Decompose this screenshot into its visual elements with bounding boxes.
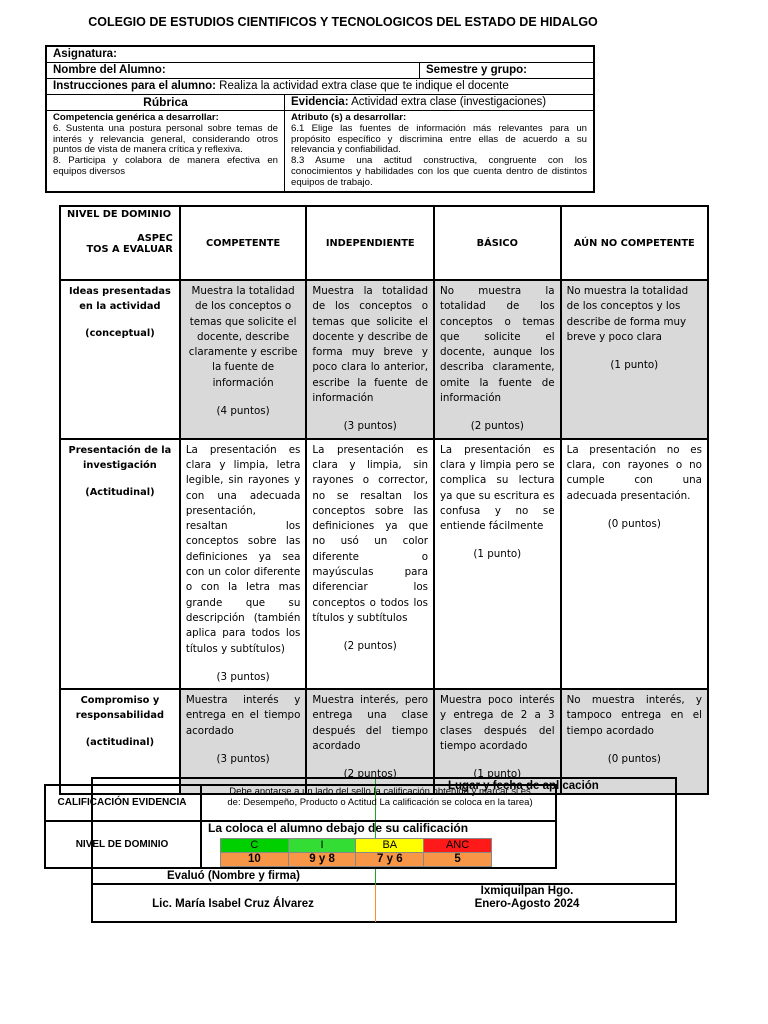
aspect-cell xyxy=(60,439,180,689)
grade-c: C xyxy=(221,839,289,853)
criterion-text: La presentación no es clara, con rayones o no cumple con una adecuada presentación. xyxy=(566,443,702,502)
evidencia xyxy=(284,95,593,110)
evidencia-label: Evidencia: xyxy=(291,96,349,108)
atributo-text-2: 8.3 Asume una actitud constructiva, congruente con los conocimientos y habilidades con los que cuenta dentro de distintos equipos de trabajo. xyxy=(291,155,587,188)
criterion-points: (3 puntos) xyxy=(343,420,397,433)
level-aun-no-competente: AÚN NO COMPETENTE xyxy=(561,206,708,280)
criterion-points: (2 puntos) xyxy=(470,420,524,433)
teacher-name: Lic. María Isabel Cruz Álvarez xyxy=(152,898,314,910)
criterion-text: Muestra interés, pero entrega una clase después del tiempo acordado xyxy=(312,694,429,753)
criterion-text: Muestra la totalidad de los conceptos o temas que solicite el docente, describe claramente y escribe la fuente de información xyxy=(188,285,298,389)
aspect-type: (actitudinal) xyxy=(85,737,155,749)
aspect-label: Compromiso y responsabilidad xyxy=(75,695,164,722)
rubrica-row xyxy=(47,95,593,111)
grade-anc: ANC xyxy=(424,839,492,853)
alumno-label: Nombre del Alumno: xyxy=(53,64,166,76)
corner-aspec: ASPEC xyxy=(137,233,173,244)
criterion-points: (2 puntos) xyxy=(343,640,397,653)
coloca-label: La coloca el alumno debajo de su calificación xyxy=(208,821,469,835)
score-ba: 7 y 6 xyxy=(356,853,424,867)
score-i: 9 y 8 xyxy=(288,853,356,867)
criterion-points: (3 puntos) xyxy=(216,753,270,766)
criterion-cell xyxy=(306,439,434,689)
grade-ba: BA xyxy=(356,839,424,853)
criterion-text: La presentación es clara y limpia, letra legible, sin rayones y con una adecuada presentación, resaltan los conceptos sobre las definiciones ya sea con un color diferente o con la letra mas grande que su descripción (también aplica para todos los títulos y subtítulos) xyxy=(185,443,301,655)
atributo-label: Atributo (s) a desarrollar: xyxy=(291,112,407,123)
grade-labels-row xyxy=(221,839,492,853)
rubrica-label: Rúbrica xyxy=(143,95,188,109)
criterion-points: (0 puntos) xyxy=(607,517,661,530)
criterion-cell xyxy=(180,280,307,439)
aspect-label: Presentación de la investigación xyxy=(68,444,172,471)
criterion-points: (1 punto) xyxy=(610,359,659,372)
criterion-cell xyxy=(434,439,561,689)
criterion-cell xyxy=(180,439,307,689)
nivel-dominio-label: NIVEL DE DOMINIO xyxy=(75,839,169,850)
calificacion-label: CALIFICACIÓN EVIDENCIA xyxy=(57,797,187,808)
criterion-points: (4 puntos) xyxy=(216,405,270,418)
aspect-cell xyxy=(60,280,180,439)
competencia-text-2: 8. Participa y colabora de manera efectiva en equipos diversos xyxy=(53,155,278,177)
evidencia-text: Actividad extra clase (investigaciones) xyxy=(348,96,547,108)
instrucciones-label: Instrucciones para el alumno: xyxy=(53,80,216,92)
semestre-label: Semestre y grupo: xyxy=(419,63,593,78)
aspect-type: (Actitudinal) xyxy=(85,486,155,498)
period: Enero-Agosto 2024 xyxy=(474,898,580,910)
aspect-type: (conceptual) xyxy=(85,328,155,339)
place-date xyxy=(452,885,602,911)
criterion-points: (0 puntos) xyxy=(607,753,661,766)
level-competente: COMPETENTE xyxy=(180,206,307,280)
criterion-points: (1 punto) xyxy=(473,768,522,781)
criterion-text: La presentación es clara y limpia, sin rayones o corrector, no se resaltan los conceptos sobre las definiciones ya que no usó un color diferente o mayúsculas para diferenciar los conceptos o todos los títulos y subtítulos xyxy=(312,443,429,624)
criterion-text: Muestra poco interés y entrega de 2 a 3 clases después del tiempo acordado xyxy=(440,694,555,753)
rubric-table xyxy=(59,205,709,795)
rubric-row-ideas xyxy=(60,280,708,439)
grade-scale xyxy=(220,838,492,867)
score-anc: 5 xyxy=(424,853,492,867)
competencia-row xyxy=(47,111,593,191)
criterion-text: No muestra la totalidad de los conceptos y los describe de forma muy breve y poco clara xyxy=(566,285,689,343)
criterion-cell xyxy=(434,280,561,439)
rubric-row-presentacion xyxy=(60,439,708,689)
criterion-text: Muestra la totalidad de los conceptos o temas que solicite el docente y describe de forma muy breve y poco clara lo anterior, escribe la fuente de información xyxy=(312,285,429,405)
instrucciones-text: Realiza la actividad extra clase que te indique el docente xyxy=(215,80,509,92)
calificacion-v-line xyxy=(200,784,202,869)
alumno-row xyxy=(47,63,593,79)
competencia-cell xyxy=(47,111,284,191)
note-line-1: Debe anotarse a un lado del sello la calificación obtenida y marcar si es xyxy=(229,786,531,797)
asignatura-row xyxy=(47,47,593,63)
criterion-text: La presentación es clara y limpia pero se complica su lectura ya que su escritura es confusa y no se entiende fácilmente xyxy=(440,443,555,533)
lugar-fecha-label: Lugar y fecha de aplicación xyxy=(448,780,599,792)
asignatura-label: Asignatura: xyxy=(53,48,117,60)
note-line-2: de: Desempeño, Producto o Actitud La calificación se coloca en la tarea) xyxy=(227,797,533,808)
level-independiente: INDEPENDIENTE xyxy=(306,206,434,280)
atributo-cell xyxy=(284,111,593,191)
rubric-header-row xyxy=(60,206,708,280)
criterion-text: No muestra la totalidad de los conceptos o temas que solicite el docente, aunque los describa claramente, omite la fuente de información xyxy=(440,285,555,405)
grade-scores-row xyxy=(221,853,492,867)
criterion-points: (1 punto) xyxy=(473,548,522,561)
document-title: COLEGIO DE ESTUDIOS CIENTIFICOS Y TECNOLOGICOS DEL ESTADO DE HIDALGO xyxy=(88,15,598,29)
competencia-label: Competencia genérica a desarrollar: xyxy=(53,112,219,123)
place-name: Ixmiquilpan Hgo. xyxy=(480,885,574,897)
score-c: 10 xyxy=(221,853,289,867)
corner-nivel: NIVEL DE DOMINIO xyxy=(67,209,172,220)
orange-divider-line xyxy=(375,885,376,922)
aspect-label: Ideas presentadas en la actividad xyxy=(68,286,171,312)
criterion-text: No muestra interés, y tampoco entrega en el tiempo acordado xyxy=(566,694,702,737)
instrucciones-row xyxy=(47,79,593,95)
criterion-points: (3 puntos) xyxy=(216,670,270,683)
criterion-cell xyxy=(561,439,708,689)
criterion-cell xyxy=(561,280,708,439)
criterion-cell xyxy=(306,280,434,439)
calificacion-note xyxy=(205,786,555,808)
rubric-corner-cell xyxy=(60,206,180,280)
atributo-text-1: 6.1 Elige las fuentes de información más relevantes para un propósito específico y discrimina entre ellas de acuerdo a su relevancia y confiabilidad. xyxy=(291,122,587,156)
grade-i: I xyxy=(288,839,356,853)
criterion-text: Muestra interés y entrega en el tiempo acordado xyxy=(185,694,301,737)
corner-tos: TOS A EVALUAR xyxy=(86,244,173,255)
instrucciones xyxy=(47,79,515,94)
evaluo-label: Evaluó (Nombre y firma) xyxy=(167,870,300,882)
header-info-table xyxy=(45,45,595,193)
level-basico: BÁSICO xyxy=(434,206,561,280)
criterion-points: (2 puntos) xyxy=(343,768,397,781)
competencia-text-1: 6. Sustenta una postura personal sobre temas de interés y relevancia general, considerando otros puntos de vista de manera crítica y reflexiva. xyxy=(53,122,278,156)
